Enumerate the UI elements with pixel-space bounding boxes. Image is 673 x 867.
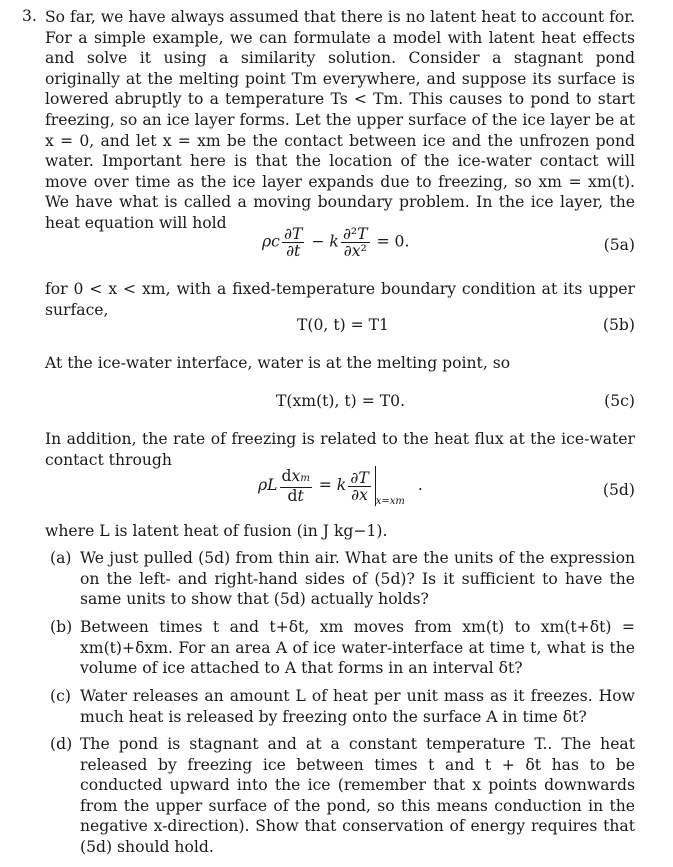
text-after-5a: for 0 < x < xm, with a fixed-temperature boundary condition at its upper surface, (45, 280, 635, 319)
equation-5d-label: (5d) (602, 481, 635, 499)
equation-5a-label: (5a) (603, 236, 635, 254)
equation-5a: ρc $\frac{\partial T}{\partial t}$ − k $\frac{\text{∂²T}}{\text{∂x²}}$ = 0. (262, 225, 410, 260)
equation-5b-label: (5b) (602, 316, 635, 334)
list-item (45, 548, 635, 610)
problem-number: 3. (22, 7, 37, 25)
item-label: (b) (50, 618, 73, 636)
equation-5d: ρL $\frac{\text{dxm}}{dt}$ = k $\frac{\partial T}{\partial x}$ $_{x=xm}$ . (258, 467, 423, 507)
equation-5c-label: (5c) (604, 392, 635, 410)
item-text: Between times t and t+δt, xm moves from xm(t) to xm(t+δt) = xm(t)+δxm. For an area A of ice water-interface at time t, what is the volume of ice attached to A that forms in an interval δt? (80, 618, 635, 678)
list-item (45, 734, 635, 858)
text-after-5d: where L is latent heat of fusion (in J kg−1). (45, 522, 388, 540)
item-label: (d) (50, 735, 73, 753)
text-after-5c: In addition, the rate of freezing is related to the heat flux at the ice-water contact through (45, 430, 635, 469)
text-after-5b: At the ice-water interface, water is at the melting point, so (45, 354, 511, 372)
equation-5d-eval: x=xm (375, 496, 405, 507)
item-text: We just pulled (5d) from thin air. What are the units of the expression on the left- and right-hand sides of (5d)? Is it sufficient to have the same units to show that (5d) actually holds? (80, 549, 635, 609)
equation-5a-rhs: = 0. (376, 232, 410, 251)
list-item (45, 686, 635, 727)
equation-5c: T(xm(t), t) = T0. (276, 392, 406, 410)
item-label: (c) (50, 687, 71, 705)
intro-paragraph: So far, we have always assumed that there is no latent heat to account for. For a simple example, we can formulate a model with latent heat effects and solve it using a similarity solution. Consider a stagnant pond originally at the melting point Tm everywhere, and suppose its surface is lowered abruptly to a temperature Ts < Tm. This causes to pond to start freezing, so an ice layer forms. Let the upper surface of the ice layer be at x = 0, and let x = xm be the contact between ice and the unfrozen pond water. Important here is that the location of the ice-water contact will move over time as the ice layer expands due to freezing, so xm = xm(t). We have what is called a moving boundary problem. In the ice layer, the heat equation will hold (45, 8, 635, 232)
item-text: The pond is stagnant and at a constant temperature T.. The heat released by freezing ice between times t and t + δt has to be conducted upward into the ice (remember that x points downwards from the upper surface of the pond, so this means conduction in the negative x-direction). Show that conservation of energy requires that (5d) should hold. (80, 735, 635, 856)
item-text: Water releases an amount L of heat per unit mass as it freezes. How much heat is released by freezing onto the surface A in time δt? (80, 687, 635, 726)
list-item (45, 617, 635, 679)
equation-5b: T(0, t) = T1 (297, 316, 389, 334)
item-label: (a) (50, 549, 72, 567)
